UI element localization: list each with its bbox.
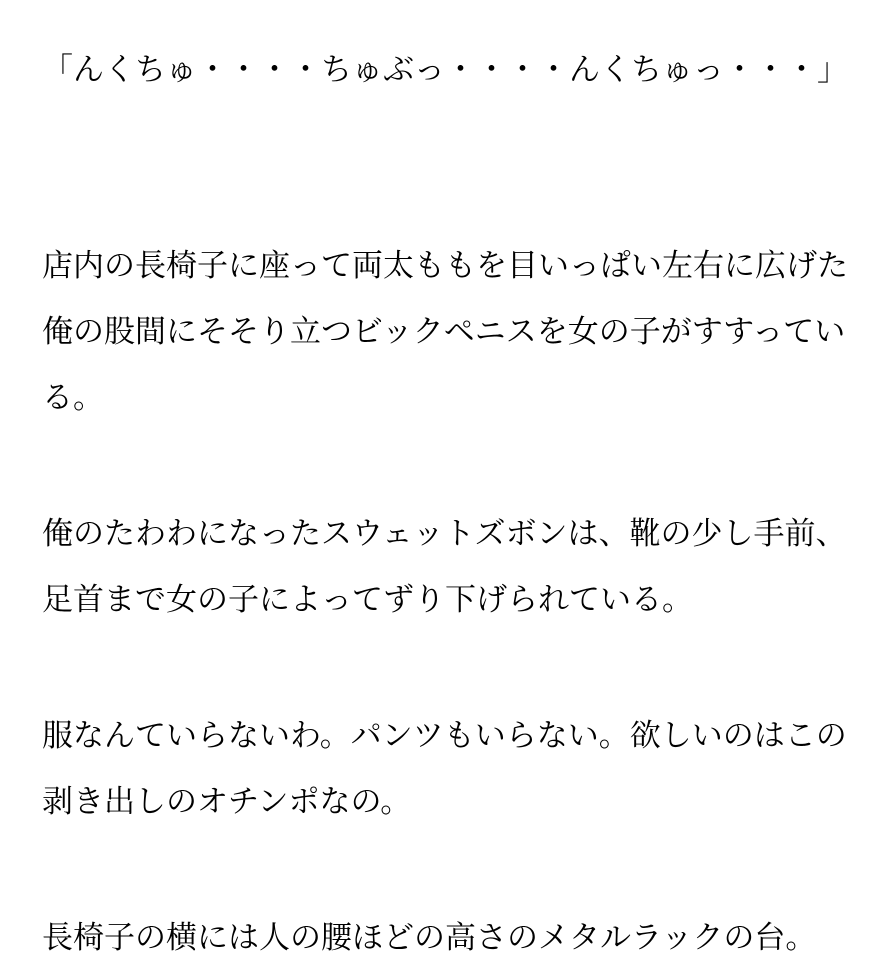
- paragraph-dialogue: 「んくちゅ・・・・ちゅぶっ・・・・んくちゅっ・・・」: [42, 52, 848, 88]
- paragraph-body-4: 長椅子の横には人の腰ほどの高さのメタルラックの台。: [42, 920, 817, 956]
- paragraph-body-1: 店内の長椅子に座って両太ももを目いっぱい左右に広げた俺の股間にそそり立つビックペニスを女の子がすすっている。: [42, 248, 848, 416]
- paragraph-body-3: 服なんていらないわ。パンツもいらない。欲しいのはこの剥き出しのオチンポなの。: [42, 718, 847, 820]
- paragraph-body-2: 俺のたわわになったスウェットズボンは、靴の少し手前、足首まで女の子によってずり下げられている。: [42, 516, 847, 618]
